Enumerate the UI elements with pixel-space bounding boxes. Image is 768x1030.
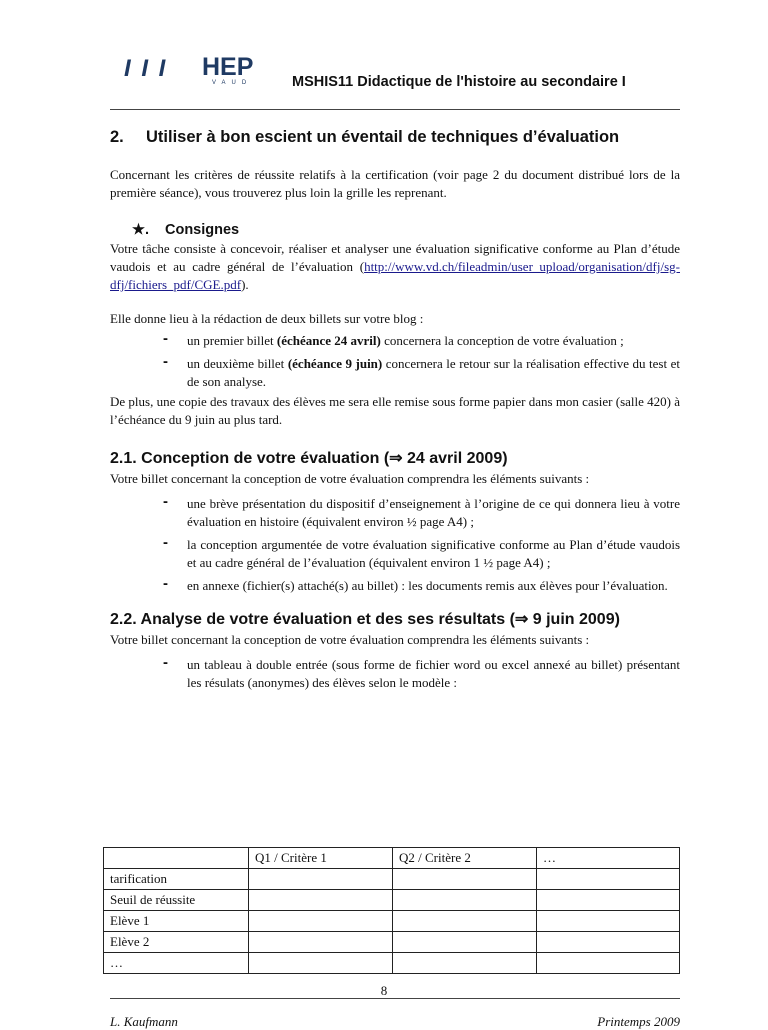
dash-bullet: - — [163, 654, 168, 671]
table-cell: Elève 1 — [104, 911, 249, 932]
table-cell: Elève 2 — [104, 932, 249, 953]
table-row — [104, 932, 680, 953]
section-2-number: 2. — [110, 128, 124, 146]
consignes-text-end: ). — [241, 277, 249, 292]
dash-bullet: - — [163, 330, 168, 347]
footer-divider — [110, 998, 680, 999]
dash-bullet: - — [163, 534, 168, 551]
deadline-label: (échéance 24 avril) — [276, 333, 381, 348]
table-row — [104, 890, 680, 911]
consignes-text: Votre tâche consiste à concevoir, réaliser et analyser une évaluation significative conforme au Plan d’étude vaudois et au cadre général de l’évaluation ( — [110, 241, 680, 274]
star-icon: ★. — [132, 222, 150, 238]
section-2-2-intro: Votre billet concernant la conception de votre évaluation comprendra les éléments suivants : — [110, 632, 590, 647]
table-cell — [393, 953, 537, 974]
list-item: - la conception argumentée de votre évaluation significative conforme au Plan d’étude vaudois et au cadre général de l’évaluation (équivalent environ 1 ½ page A4) ; — [163, 534, 680, 570]
table-cell — [249, 869, 393, 890]
logo-subtitle: VAUD — [212, 80, 253, 86]
list-item: - un tableau à double entrée (sous forme de fichier word ou excel annexé au billet) présentant les résulats (anonymes) des élèves selon le modèle : — [163, 654, 680, 690]
section-2-intro: Concernant les critères de réussite relatifs à la certification (voir page 2 du document distribué lors de la première séance), vous trouverez plus loin la grille les reprenant. — [110, 167, 680, 200]
cge-link[interactable]: http://www.vd.ch/fileadmin/user_upload/organisation/dfj/sg-dfj/fichiers_pdf/CGE.pdf — [110, 259, 680, 292]
list-item: - un premier billet (échéance 24 avril) concernera la conception de votre évaluation ; — [163, 330, 624, 348]
table-cell — [537, 911, 680, 932]
list-item: - un deuxième billet (échéance 9 juin) concernera le retour sur la réalisation effective du test et de son analyse. — [163, 353, 680, 389]
table-cell — [249, 953, 393, 974]
consignes-heading — [132, 220, 680, 240]
blog-intro: Elle donne lieu à la rédaction de deux billets sur votre blog : — [110, 311, 424, 326]
section-2-1-intro: Votre billet concernant la conception de votre évaluation comprendra les éléments suivants : — [110, 471, 590, 486]
conception-list — [110, 495, 680, 595]
logo-text: HEP — [202, 53, 254, 81]
list-item: - une brève présentation du dispositif d’enseignement à l’origine de ce qui donnera lieu à votre évaluation en histoire (équivalent environ ½ page A4) ; — [163, 493, 680, 529]
document-body — [110, 124, 680, 697]
table-cell — [249, 890, 393, 911]
table-cell — [537, 869, 680, 890]
section-2-heading — [110, 126, 680, 148]
table-header-cell: … — [537, 848, 680, 869]
section-2-title: Utiliser à bon escient un éventail de techniques d’évaluation — [146, 128, 620, 146]
consignes-paragraph — [110, 240, 680, 294]
results-table — [103, 847, 680, 974]
table-cell — [393, 911, 537, 932]
copy-note: De plus, une copie des travaux des élèves me sera elle remise sous forme papier dans mon casier (salle 420) à l’échéance du 9 juin au plus tard. — [110, 394, 680, 427]
table-row — [104, 869, 680, 890]
list-item: - en annexe (fichier(s) attaché(s) au billet) : les documents remis aux élèves pour l’évaluation. — [163, 575, 668, 593]
page-number: 8 — [380, 983, 388, 998]
billets-list — [110, 332, 680, 391]
table-cell — [249, 911, 393, 932]
table-header-row — [104, 848, 680, 869]
table-header-cell — [104, 848, 249, 869]
table-cell: Seuil de réussite — [104, 890, 249, 911]
table-cell — [537, 932, 680, 953]
header-divider — [110, 109, 680, 110]
dash-bullet: - — [163, 575, 168, 592]
table-row — [104, 911, 680, 932]
table-cell — [537, 890, 680, 911]
table-cell — [393, 869, 537, 890]
logo-bars: I I I — [124, 55, 168, 82]
table-header-cell: Q1 / Critère 1 — [249, 848, 393, 869]
table-cell — [393, 890, 537, 911]
course-title: MSHIS11 Didactique de l'histoire au secondaire I — [292, 74, 626, 90]
table-cell — [393, 932, 537, 953]
dash-bullet: - — [163, 493, 168, 510]
table-cell — [537, 953, 680, 974]
consignes-title: Consignes — [165, 222, 240, 238]
section-2-1-heading: 2.1. Conception de votre évaluation (⇒ 24 avril 2009) — [110, 450, 508, 467]
analyse-list — [110, 656, 680, 692]
table-row — [104, 953, 680, 974]
section-2-2-heading: 2.2. Analyse de votre évaluation et des ses résultats (⇒ 9 juin 2009) — [110, 611, 620, 628]
dash-bullet: - — [163, 353, 168, 370]
deadline-label: (échéance 9 juin) — [287, 356, 383, 371]
footer-author: L. Kaufmann — [110, 1014, 178, 1029]
table-cell: … — [104, 953, 249, 974]
table-cell: tarification — [104, 869, 249, 890]
footer-season: Printemps 2009 — [597, 1014, 680, 1029]
table-header-cell: Q2 / Critère 2 — [393, 848, 537, 869]
hep-logo — [124, 53, 274, 87]
table-cell — [249, 932, 393, 953]
